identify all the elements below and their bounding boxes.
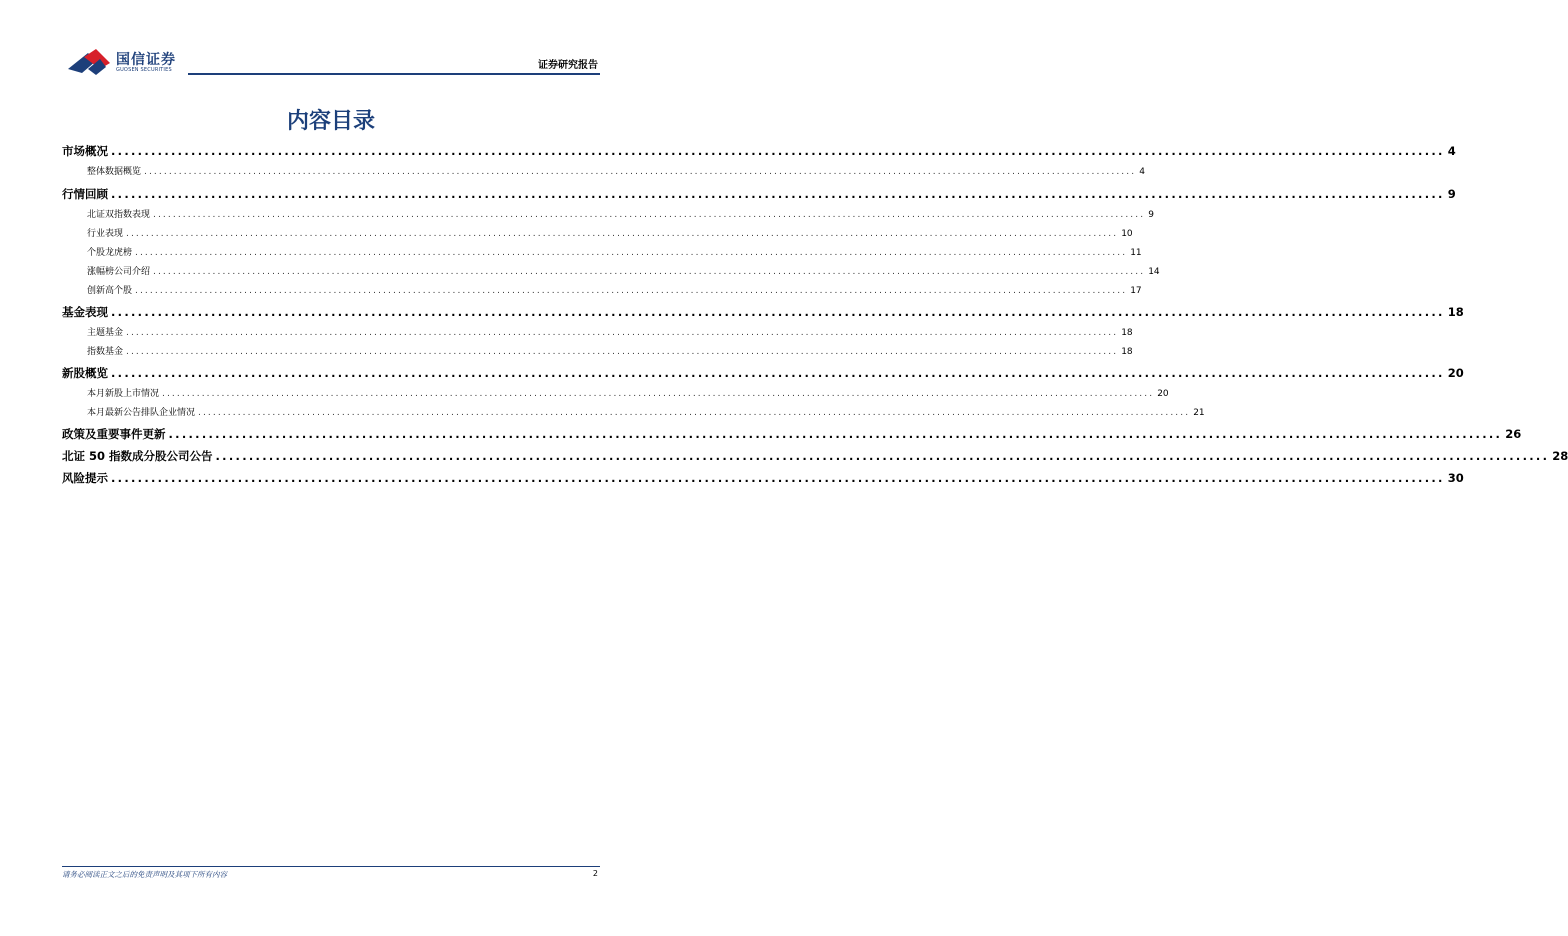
toc-dot-leader: ........................................................................................................................................................................................................ [215, 449, 1550, 463]
toc-entry-page: 18 [1121, 328, 1133, 338]
footer-divider [62, 866, 600, 867]
toc-dot-leader: ........................................................................................................................................................................................................ [135, 286, 1128, 296]
toc-dot-leader: ........................................................................................................................................................................................................ [168, 427, 1503, 441]
toc-subsection-entry[interactable] [62, 207, 1154, 220]
toc-entry-page: 4 [1447, 144, 1456, 158]
toc-entry-label: 北证双指数表现 [87, 210, 151, 220]
toc-subsection-entry[interactable] [62, 405, 1205, 418]
toc-subsection-entry[interactable] [62, 164, 1145, 177]
toc-dot-leader: ........................................................................................................................................................................................................ [135, 248, 1128, 258]
toc-entry-label: 风险提示 [62, 471, 108, 485]
toc-subsection-entry[interactable] [62, 283, 1142, 296]
footer-disclaimer: 请务必阅读正文之后的免责声明及其项下所有内容 [62, 870, 227, 879]
toc-entry-label: 基金表现 [62, 305, 108, 319]
toc-section-entry[interactable] [62, 143, 1456, 159]
toc-entry-label: 本月最新公告排队企业情况 [87, 408, 196, 418]
toc-entry-page: 9 [1148, 210, 1154, 220]
toc-entry-page: 21 [1193, 408, 1205, 418]
toc-dot-leader: ........................................................................................................................................................................................................ [126, 229, 1119, 239]
footer-page-number: 2 [592, 869, 598, 878]
toc-entry-page: 26 [1505, 427, 1522, 441]
toc-subsection-entry[interactable] [62, 245, 1142, 258]
toc-entry-page: 14 [1148, 267, 1160, 277]
toc-entry-page: 17 [1130, 286, 1142, 296]
toc-entry-label: 涨幅榜公司介绍 [87, 267, 151, 277]
toc-entry-label: 行业表现 [87, 229, 124, 239]
toc-entry-page: 18 [1447, 305, 1464, 319]
toc-entry-page: 30 [1447, 471, 1464, 485]
toc-section-entry[interactable] [62, 304, 1464, 320]
toc-entry-label: 市场概况 [62, 144, 108, 158]
toc-dot-leader: ........................................................................................................................................................................................................ [153, 210, 1146, 220]
toc-entry-page: 28 [1552, 449, 1568, 463]
toc-dot-leader: ........................................................................................................................................................................................................ [144, 167, 1137, 177]
toc-subsection-entry[interactable] [62, 226, 1133, 239]
toc-entry-label: 整体数据概览 [87, 167, 142, 177]
toc-subsection-entry[interactable] [62, 344, 1133, 357]
toc-dot-leader: ........................................................................................................................................................................................................ [198, 408, 1191, 418]
toc-entry-page: 10 [1121, 229, 1133, 239]
toc-section-entry[interactable] [62, 365, 1464, 381]
toc-section-entry[interactable] [62, 426, 1522, 442]
toc-entry-label: 创新高个股 [87, 286, 133, 296]
toc-entry-page: 9 [1447, 187, 1456, 201]
header-divider [188, 73, 600, 75]
toc-entry-page: 20 [1157, 389, 1169, 399]
toc-dot-leader: ........................................................................................................................................................................................................ [126, 328, 1119, 338]
toc-dot-leader: ........................................................................................................................................................................................................ [111, 144, 1445, 158]
toc-entry-label: 个股龙虎榜 [87, 248, 133, 258]
toc-entry-page: 20 [1447, 366, 1464, 380]
toc-section-entry[interactable] [62, 470, 1464, 486]
toc-entry-page: 4 [1139, 167, 1145, 177]
toc-section-entry[interactable] [62, 186, 1456, 202]
toc-entry-label: 主题基金 [87, 328, 124, 338]
toc-entry-label: 本月新股上市情况 [87, 389, 160, 399]
toc-entry-label: 政策及重要事件更新 [62, 427, 166, 441]
logo-text-cn: 国信证券 [116, 52, 176, 68]
toc-dot-leader: ........................................................................................................................................................................................................ [111, 305, 1445, 319]
toc-entry-label: 新股概览 [62, 366, 108, 380]
toc-dot-leader: ........................................................................................................................................................................................................ [153, 267, 1146, 277]
page-header [0, 0, 662, 80]
report-type-label: 证券研究报告 [538, 60, 598, 71]
toc-dot-leader: ........................................................................................................................................................................................................ [162, 389, 1155, 399]
toc-subsection-entry[interactable] [62, 386, 1169, 399]
toc-entry-label: 行情回顾 [62, 187, 108, 201]
toc-subsection-entry[interactable] [62, 325, 1133, 338]
page-title: 内容目录 [286, 109, 375, 134]
toc-entry-page: 11 [1130, 248, 1142, 258]
toc-subsection-entry[interactable] [62, 264, 1160, 277]
toc-entry-page: 18 [1121, 347, 1133, 357]
company-logo [66, 45, 186, 79]
logo-mark-icon [66, 47, 112, 77]
toc-dot-leader: ........................................................................................................................................................................................................ [111, 471, 1445, 485]
toc-entry-label: 指数基金 [87, 347, 124, 357]
logo-text-en: GUOSEN SECURITIES [116, 67, 172, 73]
toc-entry-label: 北证 50 指数成分股公司公告 [62, 449, 213, 463]
toc-dot-leader: ........................................................................................................................................................................................................ [126, 347, 1119, 357]
toc-dot-leader: ........................................................................................................................................................................................................ [111, 366, 1445, 380]
toc-dot-leader: ........................................................................................................................................................................................................ [111, 187, 1445, 201]
toc-section-entry[interactable] [62, 448, 1568, 464]
